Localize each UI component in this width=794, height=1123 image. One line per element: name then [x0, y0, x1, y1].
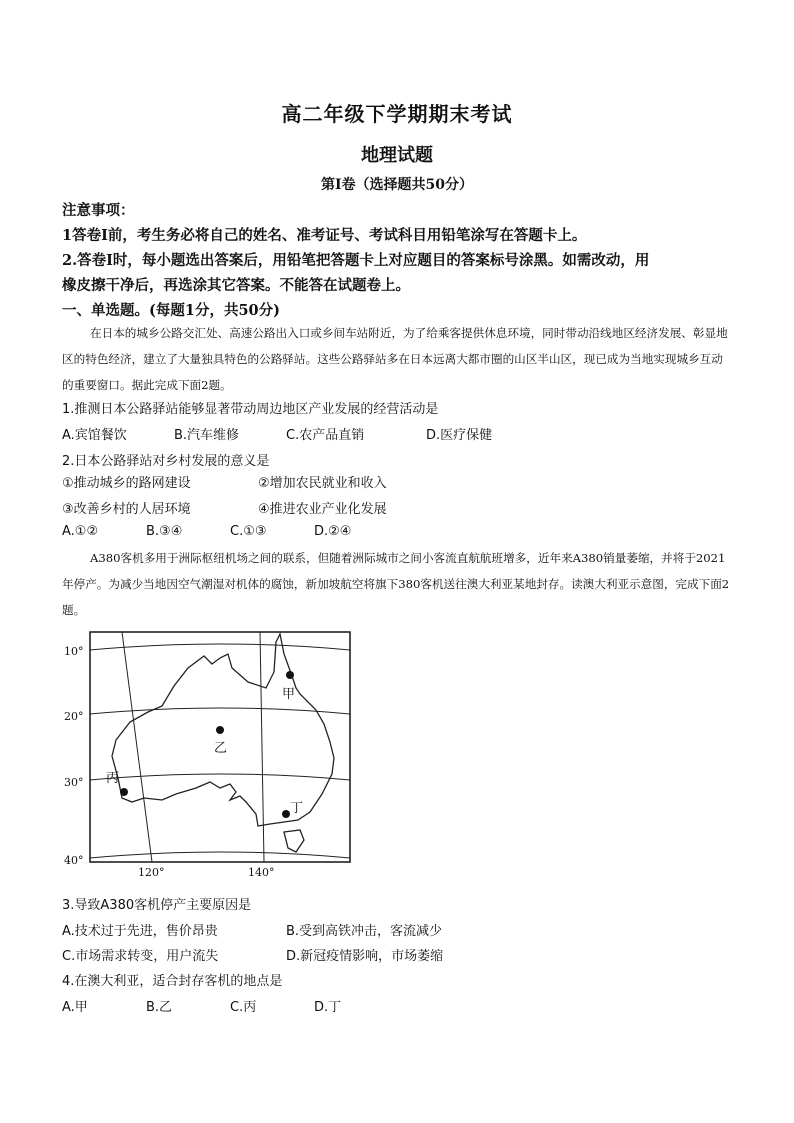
- latitude-40-line: [90, 852, 350, 858]
- option-c[interactable]: C.农产品直销: [286, 428, 365, 443]
- statement-1: ①推动城乡的路网建设: [62, 476, 191, 491]
- question-1-options: [62, 424, 492, 443]
- option-d[interactable]: D.医疗保健: [426, 428, 493, 443]
- exam-title: 高二年级下学期期末考试: [281, 102, 513, 126]
- point-jia-label: 甲: [282, 687, 296, 702]
- lat-label-10: 10°: [64, 645, 84, 658]
- notice-item-1: 1答卷Ⅰ前，考生务必将自己的姓名、准考证号、考试科目用铅笔涂写在答题卡上。: [62, 227, 587, 244]
- lon-label-120: 120°: [138, 866, 165, 878]
- lat-label-30: 30°: [64, 776, 84, 789]
- statement-4: ④推进农业产业化发展: [258, 502, 387, 517]
- latitude-10-line: [90, 644, 350, 650]
- point-ding-marker: [282, 810, 290, 818]
- option-a[interactable]: A.技术过于先进，售价昂贵: [62, 924, 218, 939]
- latitude-30-line: [90, 774, 350, 780]
- option-a[interactable]: A.宾馆餐饮: [62, 428, 127, 443]
- question-1-stem: 1.推测日本公路驿站能够显著带动周边地区产业发展的经营活动是: [62, 402, 439, 417]
- longitude-140-line: [260, 632, 264, 862]
- question-3-stem: 3.导致A380客机停产主要原因是: [62, 898, 252, 913]
- notice-item-2-line-1: 2.答卷Ⅰ时，每小题选出答案后，用铅笔把答题卡上对应题目的答案标号涂黑。如需改动，用: [62, 252, 650, 269]
- question-4-options: [62, 996, 341, 1015]
- australia-map: [60, 628, 360, 878]
- option-b[interactable]: B.③④: [146, 524, 183, 539]
- notice-heading: 注意事项：: [62, 202, 135, 219]
- question-2-items-row-1: [62, 472, 387, 491]
- lat-label-20: 20°: [64, 710, 84, 723]
- statement-2: ②增加农民就业和收入: [258, 476, 387, 491]
- question-3-options-row-2: [62, 945, 443, 964]
- option-c[interactable]: C.丙: [230, 1000, 257, 1015]
- option-c[interactable]: C.①③: [230, 524, 267, 539]
- option-d[interactable]: D.新冠疫情影响，市场萎缩: [286, 949, 444, 964]
- tasmania-outline: [284, 830, 304, 852]
- option-a[interactable]: A.①②: [62, 524, 99, 539]
- point-bing-marker: [120, 788, 128, 796]
- option-d[interactable]: D.②④: [314, 524, 352, 539]
- notice-item-2-line-2: 橡皮擦干净后，再选涂其它答案。不能答在试题卷上。: [62, 277, 410, 294]
- option-d[interactable]: D.丁: [314, 1000, 342, 1015]
- option-b[interactable]: B.乙: [146, 1000, 173, 1015]
- passage-2: A380客机多用于洲际枢纽机场之间的联系，但随着洲际城市之间小客流直航航班增多，近年来A380销量萎缩，并将于2021年停产。为减少当地因空气潮湿对机体的腐蚀，新加坡航空将旗下380客机送往澳大利亚某地封存。读澳大利亚示意图，完成下面2题。: [62, 551, 730, 617]
- lat-label-40: 40°: [64, 854, 84, 867]
- point-bing-label: 丙: [106, 771, 120, 786]
- question-2-stem: 2.日本公路驿站对乡村发展的意义是: [62, 454, 270, 469]
- latitude-20-line: [90, 708, 350, 714]
- point-ding-label: 丁: [290, 801, 304, 816]
- point-yi-marker: [216, 726, 224, 734]
- longitude-120-line: [122, 632, 152, 862]
- point-jia-marker: [286, 671, 294, 679]
- option-a[interactable]: A.甲: [62, 1000, 88, 1015]
- option-b[interactable]: B.受到高铁冲击，客流减少: [286, 924, 443, 939]
- subject-title: 地理试题: [361, 145, 433, 166]
- option-c[interactable]: C.市场需求转变，用户流失: [62, 949, 219, 964]
- lon-label-140: 140°: [248, 866, 275, 878]
- question-2-options: [62, 524, 351, 539]
- statement-3: ③改善乡村的人居环境: [62, 502, 191, 517]
- point-yi-label: 乙: [214, 741, 228, 756]
- section-title: 第Ⅰ卷（选择题共50分）: [320, 177, 474, 193]
- option-b[interactable]: B.汽车维修: [174, 428, 240, 443]
- part-heading: 一、单选题。(每题1分，共50分): [62, 302, 280, 319]
- passage-1: 在日本的城乡公路交汇处、高速公路出入口或乡间车站附近，为了给乘客提供休息环境，同时带动沿线地区经济发展、彰显地区的特色经济，建立了大量独具特色的公路驿站。这些公路驿站多在日本远离大都市圈的山区半山区，现已成为当地实现城乡互动的重要窗口。据此完成下面2题。: [62, 326, 728, 392]
- question-4-stem: 4.在澳大利亚，适合封存客机的地点是: [62, 974, 283, 989]
- question-2-items-row-2: [62, 498, 387, 517]
- question-3-options-row-1: [62, 920, 442, 939]
